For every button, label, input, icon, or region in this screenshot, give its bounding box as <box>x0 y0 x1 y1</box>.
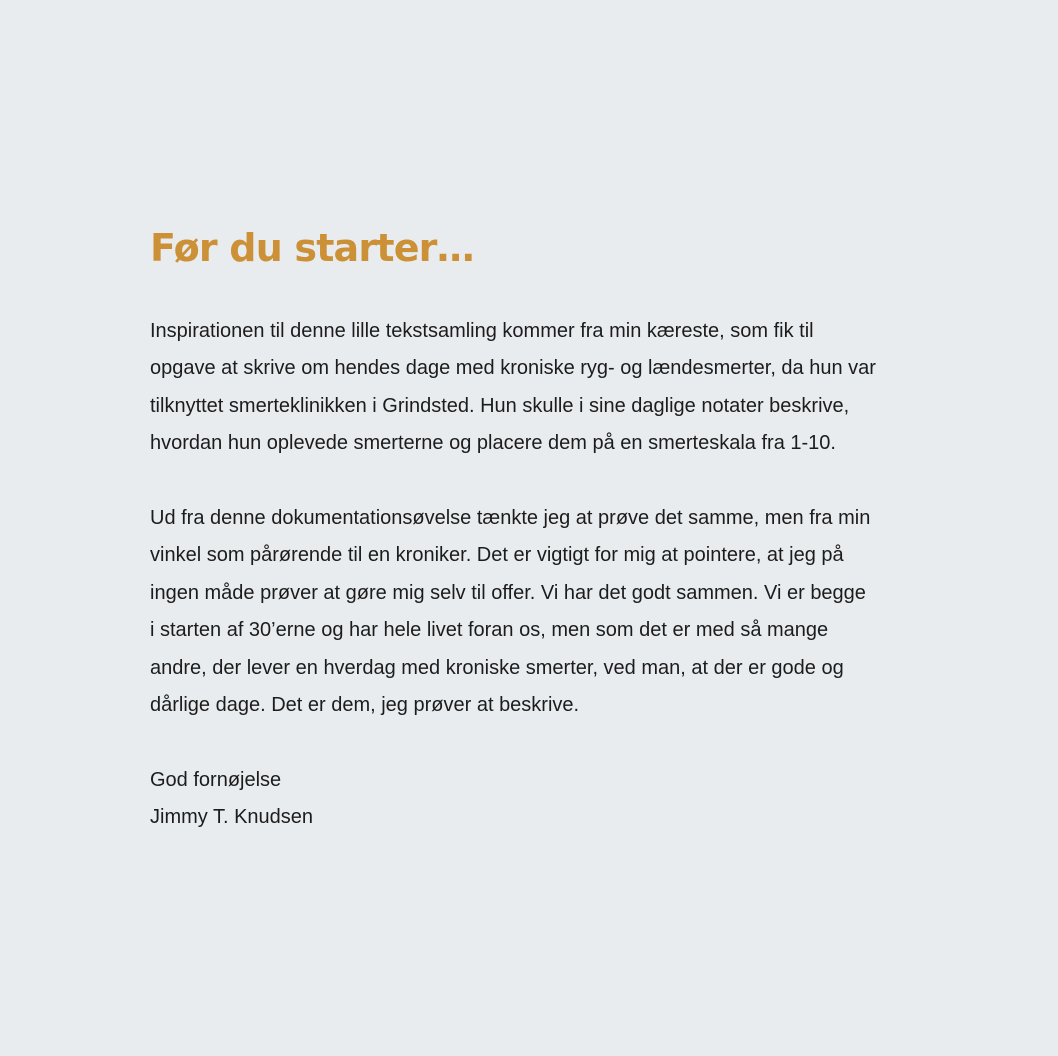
author-signature: Jimmy T. Knudsen <box>150 806 314 829</box>
text-line: hvordan hun oplevede smerterne og placere dem på en smerteskala fra 1-10. <box>150 432 836 455</box>
text-line: Ud fra denne dokumentationsøvelse tænkte jeg at prøve det samme, men fra min <box>150 507 871 530</box>
text-line: Inspirationen til denne lille tekstsamling kommer fra min kæreste, som fik til <box>150 320 814 342</box>
text-line: tilknyttet smerteklinikken i Grindsted. Hun skulle i sine daglige notater beskrive, <box>150 394 850 417</box>
text-line: opgave at skrive om hendes dage med kroniske ryg- og lændesmerter, da hun var <box>150 357 876 380</box>
text-line: i starten af 30’erne og har hele livet foran os, men som det er med så mange <box>150 619 829 642</box>
closing-greeting: God fornøjelse <box>150 768 282 791</box>
text-line: ingen måde prøver at gøre mig selv til offer. Vi har det godt sammen. Vi er begge <box>150 581 866 604</box>
text-line: andre, der lever en hverdag med kroniske smerter, ved man, at der er gode og <box>150 656 844 679</box>
paragraph-purpose <box>150 500 930 724</box>
text-line: dårlige dage. Det er dem, jeg prøver at beskrive. <box>150 694 580 717</box>
text-line: vinkel som pårørende til en kroniker. Det er vigtigt for mig at pointere, at jeg på <box>150 544 844 567</box>
page-title: Før du starter… <box>150 226 474 270</box>
paragraph-intro <box>150 313 930 463</box>
closing <box>150 762 930 837</box>
document-page <box>150 222 930 837</box>
